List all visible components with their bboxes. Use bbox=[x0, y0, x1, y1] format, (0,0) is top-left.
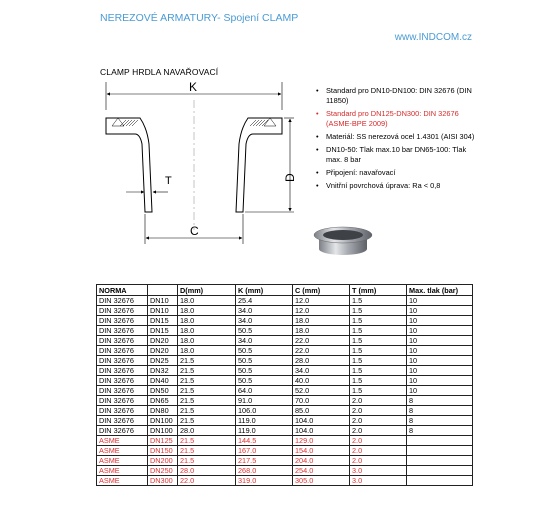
table-cell: DN15 bbox=[148, 316, 178, 326]
table-cell: 1.5 bbox=[350, 366, 407, 376]
table-cell: 2.0 bbox=[350, 406, 407, 416]
table-row bbox=[97, 416, 473, 426]
table-cell: 34.0 bbox=[236, 336, 293, 346]
table-cell: 70.0 bbox=[293, 396, 350, 406]
table-cell: DN200 bbox=[148, 456, 178, 466]
table-cell: 1.5 bbox=[350, 316, 407, 326]
table-cell: DN300 bbox=[148, 476, 178, 486]
table-cell: 28.0 bbox=[178, 426, 236, 436]
table-cell: 10 bbox=[407, 346, 473, 356]
table-row bbox=[97, 406, 473, 416]
ferrule-left-profile bbox=[106, 118, 152, 212]
table-cell: DN25 bbox=[148, 356, 178, 366]
table-cell: 1.5 bbox=[350, 336, 407, 346]
table-cell: 1.5 bbox=[350, 386, 407, 396]
label-t: T bbox=[165, 175, 172, 187]
table-cell: 2.0 bbox=[350, 436, 407, 446]
table-cell: 1.5 bbox=[350, 296, 407, 306]
table-cell bbox=[407, 446, 473, 456]
table-cell: 91.0 bbox=[236, 396, 293, 406]
table-cell: 21.5 bbox=[178, 386, 236, 396]
table-cell: DIN 32676 bbox=[97, 316, 148, 326]
header-k: K (mm) bbox=[236, 285, 293, 296]
table-cell: DIN 32676 bbox=[97, 326, 148, 336]
table-cell: 50.5 bbox=[236, 366, 293, 376]
table-cell: 21.5 bbox=[178, 436, 236, 446]
table-row bbox=[97, 356, 473, 366]
table-cell: DN20 bbox=[148, 336, 178, 346]
label-d: D bbox=[283, 173, 297, 182]
table-cell: 34.0 bbox=[236, 306, 293, 316]
table-row bbox=[97, 326, 473, 336]
specification-list bbox=[316, 86, 476, 194]
table-cell: 50.5 bbox=[236, 356, 293, 366]
table-cell: DN32 bbox=[148, 366, 178, 376]
table-cell: DN250 bbox=[148, 466, 178, 476]
table-cell: DIN 32676 bbox=[97, 296, 148, 306]
table-cell: 21.5 bbox=[178, 456, 236, 466]
table-cell: 12.0 bbox=[293, 296, 350, 306]
table-cell: DN15 bbox=[148, 326, 178, 336]
table-cell: 18.0 bbox=[178, 296, 236, 306]
dimension-table bbox=[96, 284, 473, 486]
table-cell: ASME bbox=[97, 446, 148, 456]
spec-standard-small: • Standard pro DN10-DN100: DIN 32676 (DIN 11850) bbox=[316, 86, 476, 106]
table-row bbox=[97, 296, 473, 306]
table-cell: 21.5 bbox=[178, 396, 236, 406]
table-cell: DIN 32676 bbox=[97, 356, 148, 366]
table-cell: 25.4 bbox=[236, 296, 293, 306]
table-cell: 167.0 bbox=[236, 446, 293, 456]
table-cell bbox=[407, 466, 473, 476]
table-cell: 21.5 bbox=[178, 416, 236, 426]
table-cell: 18.0 bbox=[293, 326, 350, 336]
table-cell: DIN 32676 bbox=[97, 346, 148, 356]
table-row bbox=[97, 426, 473, 436]
table-cell: DIN 32676 bbox=[97, 376, 148, 386]
table-cell: 1.5 bbox=[350, 356, 407, 366]
table-cell: 1.5 bbox=[350, 346, 407, 356]
table-cell: 50.5 bbox=[236, 346, 293, 356]
table-cell: 18.0 bbox=[178, 316, 236, 326]
table-cell: 18.0 bbox=[178, 346, 236, 356]
header-dn bbox=[148, 285, 178, 296]
table-row bbox=[97, 366, 473, 376]
table-cell: 3.0 bbox=[350, 466, 407, 476]
table-cell: 1.5 bbox=[350, 326, 407, 336]
header-max-pressure: Max. tlak (bar) bbox=[407, 285, 473, 296]
table-cell: DN150 bbox=[148, 446, 178, 456]
ferrule-product-photo bbox=[312, 222, 374, 256]
table-cell: DIN 32676 bbox=[97, 306, 148, 316]
table-cell: 154.0 bbox=[293, 446, 350, 456]
spec-material: • Materiál: SS nerezová ocel 1.4301 (AISI 304) bbox=[316, 132, 476, 142]
table-cell: 2.0 bbox=[350, 426, 407, 436]
table-cell: DN100 bbox=[148, 426, 178, 436]
table-cell: 10 bbox=[407, 386, 473, 396]
table-cell: 12.0 bbox=[293, 306, 350, 316]
table-cell: 21.5 bbox=[178, 366, 236, 376]
table-cell: 22.0 bbox=[293, 346, 350, 356]
table-cell: 21.5 bbox=[178, 406, 236, 416]
table-cell: DN20 bbox=[148, 346, 178, 356]
table-cell: DN125 bbox=[148, 436, 178, 446]
document-header-title: NEREZOVÉ ARMATURY- Spojení CLAMP bbox=[100, 12, 299, 24]
table-cell bbox=[407, 476, 473, 486]
table-cell bbox=[407, 436, 473, 446]
table-cell: 2.0 bbox=[350, 456, 407, 466]
section-title: CLAMP HRDLA NAVAŘOVACÍ bbox=[100, 67, 219, 77]
table-row bbox=[97, 376, 473, 386]
table-cell: DIN 32676 bbox=[97, 426, 148, 436]
table-cell: DN100 bbox=[148, 416, 178, 426]
table-row bbox=[97, 436, 473, 446]
table-cell: DN80 bbox=[148, 406, 178, 416]
table-row bbox=[97, 316, 473, 326]
table-cell: DN40 bbox=[148, 376, 178, 386]
header-d: D(mm) bbox=[178, 285, 236, 296]
table-row bbox=[97, 476, 473, 486]
spec-standard-large: • Standard pro DN125-DN300: DIN 32676 (ASME-BPE 2009) bbox=[316, 109, 476, 129]
table-cell: 10 bbox=[407, 356, 473, 366]
table-row bbox=[97, 466, 473, 476]
table-cell: DIN 32676 bbox=[97, 416, 148, 426]
table-cell: 119.0 bbox=[236, 416, 293, 426]
header-c: C (mm) bbox=[293, 285, 350, 296]
table-cell: 28.0 bbox=[178, 466, 236, 476]
table-row bbox=[97, 396, 473, 406]
table-cell: 204.0 bbox=[293, 456, 350, 466]
table-cell: 2.0 bbox=[350, 446, 407, 456]
table-cell: 85.0 bbox=[293, 406, 350, 416]
table-cell: 1.5 bbox=[350, 376, 407, 386]
table-row bbox=[97, 346, 473, 356]
table-cell: 10 bbox=[407, 326, 473, 336]
table-cell: DIN 32676 bbox=[97, 366, 148, 376]
table-cell: 18.0 bbox=[293, 316, 350, 326]
technical-drawing bbox=[102, 80, 302, 250]
table-cell: 50.5 bbox=[236, 376, 293, 386]
table-cell: 254.0 bbox=[293, 466, 350, 476]
table-row bbox=[97, 306, 473, 316]
table-cell: DN10 bbox=[148, 296, 178, 306]
table-row bbox=[97, 446, 473, 456]
table-cell: ASME bbox=[97, 476, 148, 486]
table-cell: 22.0 bbox=[178, 476, 236, 486]
table-cell: 8 bbox=[407, 396, 473, 406]
table-header-row bbox=[97, 285, 473, 296]
table-cell: 34.0 bbox=[293, 366, 350, 376]
table-cell: 10 bbox=[407, 296, 473, 306]
spec-connection: • Připojení: navařovací bbox=[316, 168, 476, 178]
table-cell: 21.5 bbox=[178, 376, 236, 386]
table-cell: 8 bbox=[407, 426, 473, 436]
table-cell: ASME bbox=[97, 456, 148, 466]
table-cell: 18.0 bbox=[178, 326, 236, 336]
table-cell: 144.5 bbox=[236, 436, 293, 446]
spec-pressure: • DN10-50: Tlak max.10 bar DN65-100: Tlak max. 8 bar bbox=[316, 145, 476, 165]
header-t: T (mm) bbox=[350, 285, 407, 296]
table-cell: 18.0 bbox=[178, 306, 236, 316]
table-cell: 10 bbox=[407, 336, 473, 346]
table-cell: 10 bbox=[407, 306, 473, 316]
header-norma: NORMA bbox=[97, 285, 148, 296]
table-cell: DIN 32676 bbox=[97, 396, 148, 406]
table-row bbox=[97, 456, 473, 466]
table-cell: 10 bbox=[407, 316, 473, 326]
table-cell: DN50 bbox=[148, 386, 178, 396]
table-cell: 28.0 bbox=[293, 356, 350, 366]
table-cell: 1.5 bbox=[350, 306, 407, 316]
table-cell: ASME bbox=[97, 466, 148, 476]
table-cell: DN10 bbox=[148, 306, 178, 316]
table-cell: 106.0 bbox=[236, 406, 293, 416]
table-cell: 21.5 bbox=[178, 356, 236, 366]
table-cell: ASME bbox=[97, 436, 148, 446]
ferrule-right-profile bbox=[236, 118, 282, 212]
table-cell: 18.0 bbox=[178, 336, 236, 346]
table-cell: 21.5 bbox=[178, 446, 236, 456]
table-cell: 64.0 bbox=[236, 386, 293, 396]
table-cell: DIN 32676 bbox=[97, 336, 148, 346]
table-cell: 268.0 bbox=[236, 466, 293, 476]
table-cell: 10 bbox=[407, 366, 473, 376]
table-cell: 2.0 bbox=[350, 416, 407, 426]
spec-surface-finish: • Vnitřní povrchová úprava: Ra < 0,8 bbox=[316, 181, 476, 191]
table-cell: 104.0 bbox=[293, 426, 350, 436]
label-c: C bbox=[190, 224, 199, 238]
table-cell: 8 bbox=[407, 406, 473, 416]
table-cell: 40.0 bbox=[293, 376, 350, 386]
table-cell: 22.0 bbox=[293, 336, 350, 346]
table-cell: 34.0 bbox=[236, 316, 293, 326]
table-row bbox=[97, 386, 473, 396]
website-url[interactable]: www.INDCOM.cz bbox=[394, 32, 472, 43]
table-cell: 52.0 bbox=[293, 386, 350, 396]
table-row bbox=[97, 336, 473, 346]
table-cell: 217.5 bbox=[236, 456, 293, 466]
table-cell: 129.0 bbox=[293, 436, 350, 446]
table-cell: 10 bbox=[407, 376, 473, 386]
table-cell bbox=[407, 456, 473, 466]
table-cell: 3.0 bbox=[350, 476, 407, 486]
table-cell: 305.0 bbox=[293, 476, 350, 486]
table-cell: DIN 32676 bbox=[97, 386, 148, 396]
table-cell: DN65 bbox=[148, 396, 178, 406]
table-cell: 119.0 bbox=[236, 426, 293, 436]
table-cell: 104.0 bbox=[293, 416, 350, 426]
table-cell: 2.0 bbox=[350, 396, 407, 406]
table-cell: 50.5 bbox=[236, 326, 293, 336]
label-k: K bbox=[189, 80, 198, 94]
table-cell: DIN 32676 bbox=[97, 406, 148, 416]
table-cell: 8 bbox=[407, 416, 473, 426]
table-cell: 319.0 bbox=[236, 476, 293, 486]
